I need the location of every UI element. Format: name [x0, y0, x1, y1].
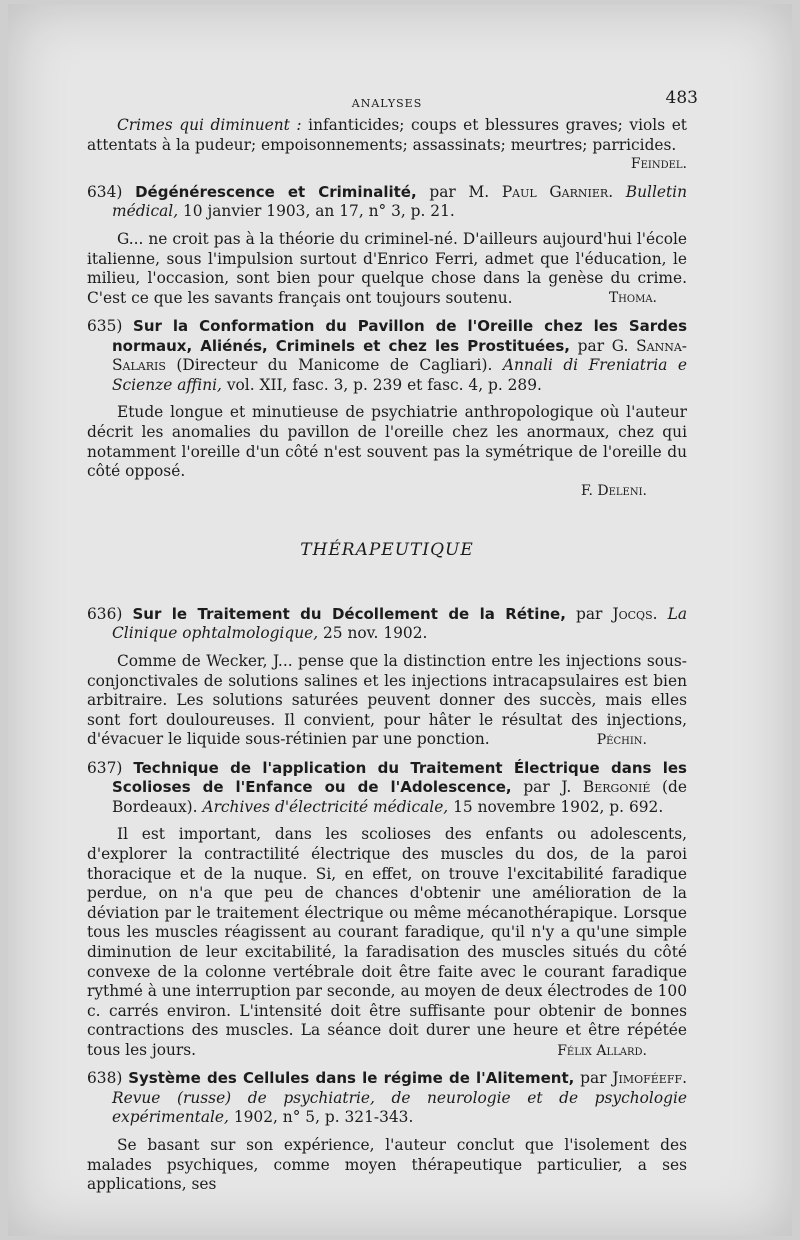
signature: Feindel.: [630, 156, 687, 173]
entry-reference: vol. XII, fasc. 3, p. 239 et fasc. 4, p. 289.: [221, 375, 542, 394]
entry-affiliation: (Directeur du Manicome de Cagliari).: [165, 356, 493, 375]
entry-number: 634): [87, 182, 123, 201]
entry-journal: La Clinique ophtalmologique,: [112, 604, 687, 643]
intro-text: infanticides; coups et blessures graves; viols et attentats à la pudeur; empoisonnements; assassinats; meurtres; parricides.: [87, 116, 687, 154]
entry-title: Technique de l'application du Traitement Électrique dans les Scolioses de l'Enfance ou de l'Adolescence,: [112, 758, 687, 797]
entry-author: Jocqs.: [612, 604, 658, 623]
running-header: [87, 86, 698, 116]
entry-number: 636): [87, 604, 123, 623]
entry-body: G... ne croit pas à la théorie du criminel-né. D'ailleurs aujourd'hui l'école italienne, sous l'impulsion surtout d'Enrico Ferri, admet que l'éducation, le milieu, l'occasion, sont bien pour quelque chose dans la genèse du crime. C'est ce que les savants français ont toujours soutenu.: [87, 229, 687, 307]
entry-heading: [87, 759, 687, 818]
review-entry: [87, 317, 687, 501]
section-title: THÉRAPEUTIQUE: [300, 540, 474, 561]
author-prefix: par M.: [416, 182, 502, 201]
entry-number: 638): [87, 1069, 123, 1088]
entry-author: Jimoféeff.: [612, 1069, 687, 1088]
entry-journal: Archives d'électricité médicale,: [197, 797, 449, 816]
signature: Thoma.: [608, 290, 657, 307]
text-column: [87, 86, 698, 1195]
entry-reference: 10 janvier 1903, an 17, n° 3, p. 21.: [178, 202, 455, 221]
entry-body: Il est important, dans les scolioses des enfants ou adolescents, d'explorer la contractilité électrique des muscles du dos, de la paroi thoracique et de la nuque. Si, en effet, on trouve l'excitabilité faradique perdue, on n'a que peu de chances d'obtenir une amélioration de la déviation par le traitement électrique ou même mécanothérapique. Lorsque tous les muscles réagissent au courant faradique, qu'il n'y a qu'une simple diminution de leur excitabilité, la faradisation des muscles situés du côté convexe de la colonne vertébrale doit être faite avec le courant faradique rythmé à une interruption par seconde, au moyen de deux électrodes de 100 c. carrés environ. L'intensité doit être suffisante pour obtenir de bonnes contractions des muscles. La séance doit durer une heure et être répétée tous les jours.: [87, 825, 687, 1059]
signature: Félix Allard.: [557, 1042, 647, 1059]
entry-journal: Annali di Freniatria e Scienze affini,: [112, 356, 687, 394]
entry-author: Paul Garnier.: [501, 182, 614, 201]
entry-body: Etude longue et minutieuse de psychiatrie anthropologique où l'auteur décrit les anomalies du pavillon de l'oreille chez les anormaux, chez qui notamment l'oreille d'un côté n'est souvent pas la symétrique de l'oreille du côté opposé.: [87, 403, 687, 481]
review-entry: [87, 605, 687, 751]
entry-journal: Bulletin médical,: [112, 182, 687, 221]
running-title: ANALYSES: [351, 97, 423, 110]
entry-reference: 15 novembre 1902, p. 692.: [448, 797, 664, 816]
entry-author: Bergonié: [582, 778, 651, 797]
entry-body: Comme de Wecker, J... pense que la distinction entre les injections sous-conjonctivales de solutions salines et les injections intracapsulaires est bien arbitraire. Les solutions saturées peuvent donner des succès, mais elles sont fort douloureuses. Il convient, pour hâter le résultat des injections, d'évacuer le liquide sous-rétinien par une ponction.: [87, 652, 687, 749]
review-entry: [87, 759, 687, 1062]
page-number: 483: [665, 88, 698, 108]
entry-body: Se basant sur son expérience, l'auteur conclut que l'isolement des malades psychiques, comme moyen thérapeutique particulier, a ses applications, ses: [87, 1135, 687, 1194]
page: [8, 4, 792, 1236]
signature: Péchin.: [596, 732, 647, 749]
entry-author: Sanna-Salaris: [112, 336, 688, 375]
entry-journal: Revue (russe) de psychiatrie, de neurologie et de psychologie expérimentale,: [112, 1088, 687, 1127]
entry-title: Système des Cellules dans le régime de l'Alitement,: [128, 1069, 575, 1088]
entry-title: Sur la Conformation du Pavillon de l'Oreille chez les Sardes normaux, Aliénés, Criminels et chez les Prostituées,: [112, 316, 687, 355]
entry-heading: [87, 1069, 687, 1128]
entry-title: Sur le Traitement du Décollement de la Rétine,: [132, 604, 566, 623]
signature: F. Deleni.: [580, 482, 647, 499]
entry-number: 637): [87, 758, 123, 777]
review-entry: [87, 183, 687, 309]
entry-heading: [87, 317, 687, 395]
author-prefix: par J.: [511, 778, 583, 797]
entry-title: Dégénérescence et Criminalité,: [135, 182, 417, 201]
author-prefix: par: [565, 604, 613, 623]
entry-reference: 25 nov. 1902.: [318, 624, 428, 643]
entry-number: 635): [87, 316, 123, 335]
author-prefix: par G.: [569, 336, 637, 355]
entry-heading: [87, 605, 687, 644]
entry-heading: [87, 183, 687, 222]
entry-reference: 1902, n° 5, p. 321-343.: [228, 1108, 414, 1127]
entry-affiliation: (de Bordeaux).: [112, 778, 687, 816]
author-prefix: par: [574, 1069, 613, 1088]
intro-paragraph: [87, 116, 687, 155]
intro-label: Crimes qui diminuent :: [117, 116, 302, 134]
review-entry: [87, 1069, 687, 1195]
